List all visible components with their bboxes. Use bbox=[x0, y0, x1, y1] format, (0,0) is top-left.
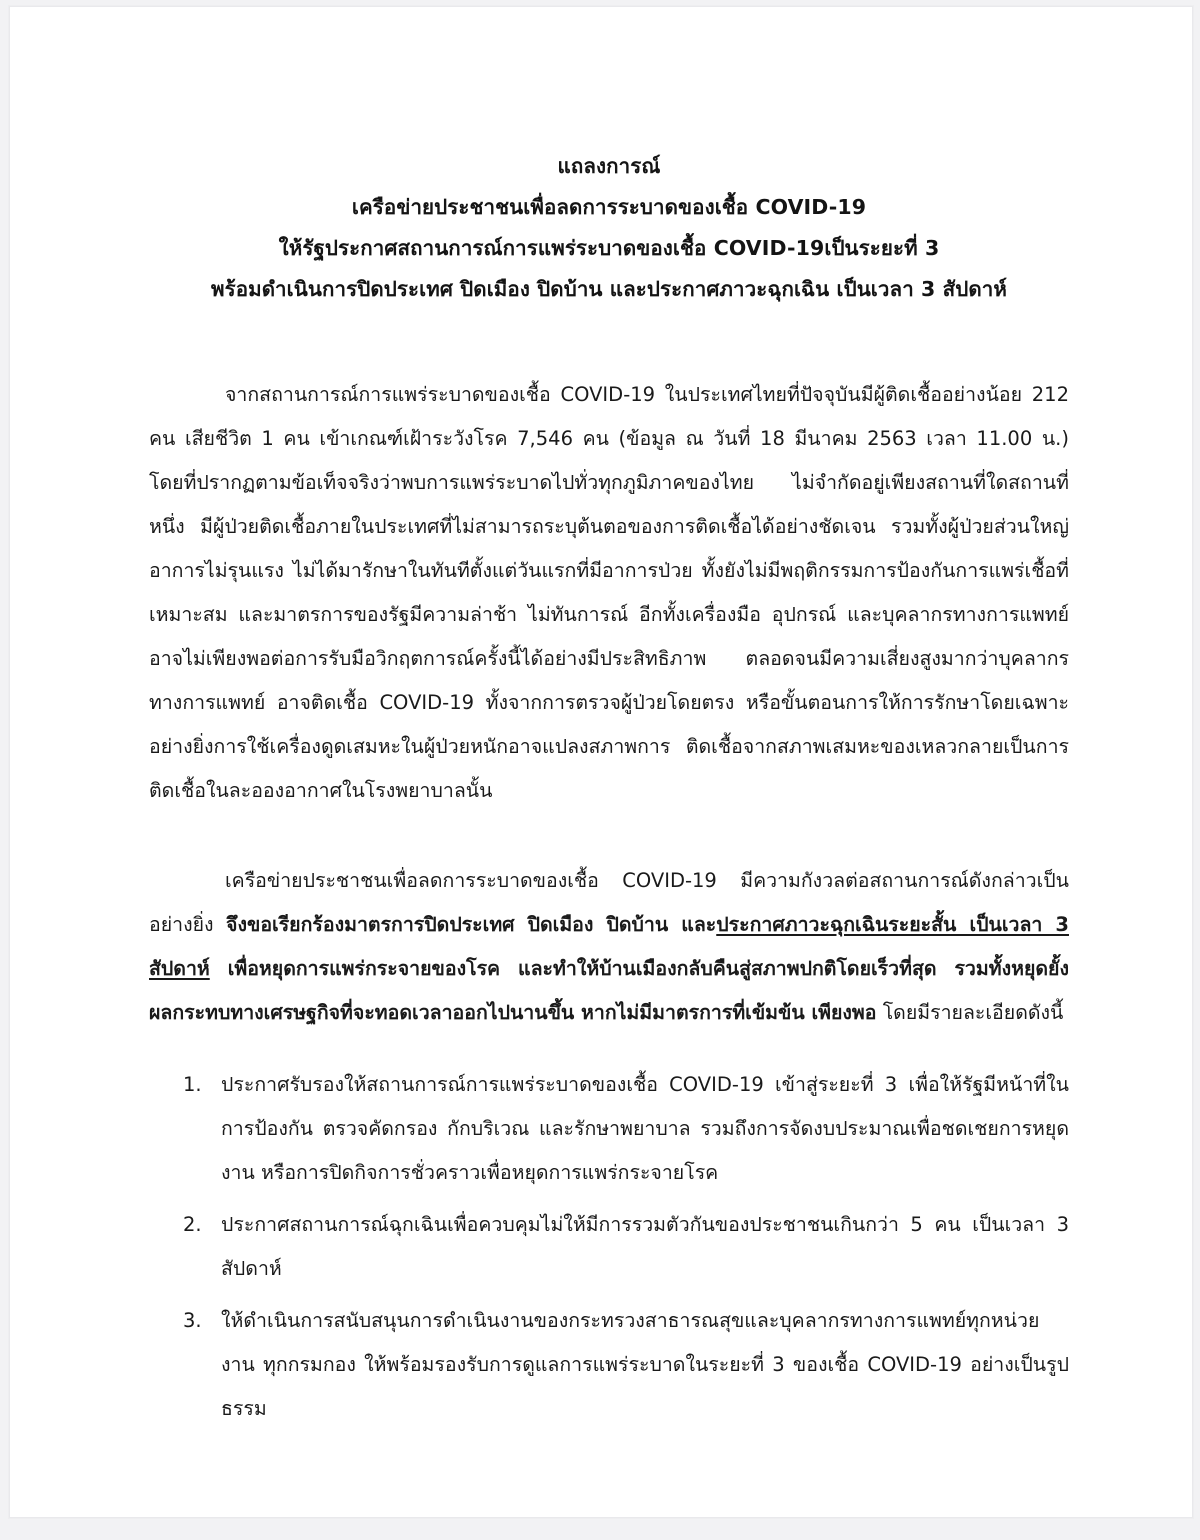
list-item-text: ให้ดำเนินการสนับสนุนการดำเนินงานของกระทรวงสาธารณสุขและบุคลากรทางการแพทย์ทุกหน่วยงาน ทุกกรมกอง ให้พร้อมรองรับการดูแลการแพร่ระบาดในระยะที่ 3 ของเชื้อ COVID-19 อย่างเป็นรูปธรรม bbox=[221, 1309, 1069, 1420]
paragraph-2-underlined-demand: ประกาศภาวะฉุกเฉินระยะสั้น เป็นเวลา 3 สัปดาห์ bbox=[149, 913, 1069, 980]
document-page bbox=[9, 6, 1193, 1518]
list-item bbox=[149, 1299, 1069, 1431]
paragraph-situation-overview bbox=[149, 373, 1069, 813]
list-item-text: ประกาศรับรองให้สถานการณ์การแพร่ระบาดของเชื้อ COVID-19 เข้าสู่ระยะที่ 3 เพื่อให้รัฐมีหน้าที่ในการป้องกัน ตรวจคัดกรอง กักบริเวณ และรักษาพยาบาล รวมถึงการจัดงบประมาณเพื่อชดเชยการหยุดงาน หรือการปิดกิจการชั่วคราวเพื่อหยุดการแพร่กระจายโรค bbox=[221, 1073, 1069, 1184]
list-item-text: ประกาศสถานการณ์ฉุกเฉินเพื่อควบคุมไม่ให้มีการรวมตัวกันของประชาชนเกินกว่า 5 คน เป็นเวลา 3 สัปดาห์ bbox=[221, 1213, 1069, 1280]
document-title-block bbox=[149, 7, 1069, 310]
list-item-marker: 3. bbox=[183, 1309, 202, 1332]
list-item-marker: 2. bbox=[183, 1213, 202, 1236]
paragraph-2-bold-before-underline: จึงขอเรียกร้องมาตรการปิดประเทศ ปิดเมือง ปิดบ้าน และ bbox=[226, 913, 717, 936]
title-line-1: แถลงการณ์ bbox=[557, 154, 661, 178]
paragraph-2-lead: เครือข่ายประชาชนเพื่อลดการระบาดของเชื้อ COVID-19 มีความกังวลต่อสถานการณ์ดังกล่าวเป็นอย่างยิ่ง bbox=[149, 869, 1069, 936]
paragraph-demands-intro bbox=[149, 859, 1069, 1035]
document-content bbox=[149, 7, 1069, 1439]
paragraph-2-tail: โดยมีรายละเอียดดังนี้ bbox=[876, 1001, 1064, 1024]
title-line-2: เครือข่ายประชาชนเพื่อลดการระบาดของเชื้อ COVID-19 bbox=[351, 195, 867, 219]
list-item-marker: 1. bbox=[183, 1073, 202, 1096]
list-item bbox=[149, 1063, 1069, 1195]
title-line-3: ให้รัฐประกาศสถานการณ์การแพร่ระบาดของเชื้อ COVID-19เป็นระยะที่ 3 bbox=[278, 236, 940, 260]
list-item bbox=[149, 1203, 1069, 1291]
paragraph-1-text: จากสถานการณ์การแพร่ระบาดของเชื้อ COVID-19 ในประเทศไทยที่ปัจจุบันมีผู้ติดเชื้ออย่างน้อย 212 คน เสียชีวิต 1 คน เข้าเกณฑ์เฝ้าระวังโรค 7,546 คน (ข้อมูล ณ วันที่ 18 มีนาคม 2563 เวลา 11.00 น.) โดยที่ปรากฏตามข้อเท็จจริงว่าพบการแพร่ระบาดไปทั่วทุกภูมิภาคของไทย ไม่จำกัดอยู่เพียงสถานที่ใดสถานที่หนึ่ง มีผู้ป่วยติดเชื้อภายในประเทศที่ไม่สามารถระบุต้นตอของการติดเชื้อได้อย่างชัดเจน รวมทั้งผู้ป่วยส่วนใหญ่อาการไม่รุนแรง ไม่ได้มารักษาในทันทีตั้งแต่วันแรกที่มีอาการป่วย ทั้งยังไม่มีพฤติกรรมการป้องกันการแพร่เชื้อที่เหมาะสม และมาตรการของรัฐมีความล่าช้า ไม่ทันการณ์ อีกทั้งเครื่องมือ อุปกรณ์ และบุคลากรทางการแพทย์อาจไม่เพียงพอต่อการรับมือวิกฤตการณ์ครั้งนี้ได้อย่างมีประสิทธิภาพ ตลอดจนมีความเสี่ยงสูงมากว่าบุคลากรทางการแพทย์ อาจติดเชื้อ COVID-19 ทั้งจากการตรวจผู้ป่วยโดยตรง หรือขั้นตอนการให้การรักษาโดยเฉพาะอย่างยิ่งการใช้เครื่องดูดเสมหะในผู้ป่วยหนักอาจแปลงสภาพการ ติดเชื้อจากสภาพเสมหะของเหลวกลายเป็นการติดเชื้อในละอองอากาศในโรงพยาบาลนั้น bbox=[149, 383, 1069, 802]
paragraph-2-bold-after-underline: เพื่อหยุดการแพร่กระจายของโรค และทำให้บ้านเมืองกลับคืนสู่สภาพปกติโดยเร็วที่สุด รวมทั้งหยุดยั้งผลกระทบทางเศรษฐกิจที่จะทอดเวลาออกไปนานขึ้น หากไม่มีมาตรการที่เข้มข้น เพียงพอ bbox=[149, 957, 1069, 1024]
demands-list bbox=[149, 1063, 1069, 1431]
title-line-4: พร้อมดำเนินการปิดประเทศ ปิดเมือง ปิดบ้าน และประกาศภาวะฉุกเฉิน เป็นเวลา 3 สัปดาห์ bbox=[211, 277, 1007, 301]
